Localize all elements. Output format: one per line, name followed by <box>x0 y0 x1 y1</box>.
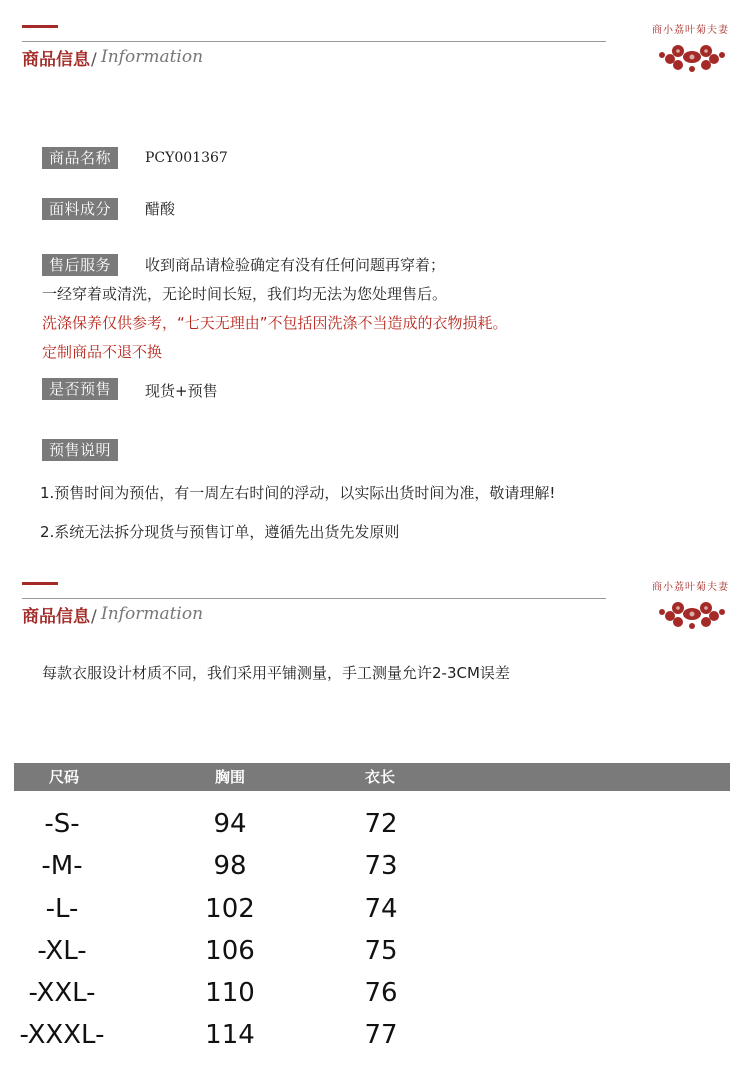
table-row <box>0 1014 750 1056</box>
presale-note-1: 1.预售时间为预估，有一周左右时间的浮动，以实际出货时间为准，敬请理解! <box>40 484 556 502</box>
table-row <box>0 888 750 930</box>
size-cell: -M- <box>41 851 83 881</box>
fabric-label: 面料成分 <box>42 198 118 220</box>
bust-cell: 102 <box>205 894 255 924</box>
red-flower-knot-icon <box>648 21 740 81</box>
header-size: 尺码 <box>48 768 79 786</box>
bust-cell: 110 <box>205 978 255 1008</box>
section-header-product-info <box>0 25 750 105</box>
size-cell: -XXXL- <box>19 1020 105 1050</box>
size-table-header <box>14 763 730 791</box>
product-name-label: 商品名称 <box>42 147 118 169</box>
fabric-value: 醋酸 <box>145 200 176 218</box>
section-title <box>22 602 98 627</box>
size-cell: -XL- <box>37 936 87 966</box>
presale-note-2: 2.系统无法拆分现货与预售订单，遵循先出货先发原则 <box>40 523 400 541</box>
header-accent-bar <box>22 25 58 28</box>
presale-question-label: 是否预售 <box>42 378 118 400</box>
presale-note-label: 预售说明 <box>42 439 118 461</box>
section-title-en: Information <box>101 604 204 624</box>
section-title-slash: / <box>91 607 97 627</box>
length-cell: 74 <box>364 894 398 924</box>
after-sale-label: 售后服务 <box>42 254 118 276</box>
brand-logo <box>648 578 740 638</box>
size-cell: -S- <box>44 809 80 839</box>
section-title <box>22 45 98 70</box>
length-cell: 75 <box>364 936 398 966</box>
table-row <box>0 845 750 887</box>
table-row <box>0 930 750 972</box>
section-title-cn: 商品信息 <box>22 607 90 627</box>
red-flower-knot-icon <box>648 578 740 638</box>
after-sale-line2: 一经穿着或清洗，无论时间长短，我们均无法为您处理售后。 <box>42 285 448 303</box>
header-bust: 胸围 <box>214 768 245 786</box>
length-cell: 73 <box>364 851 398 881</box>
size-cell: -L- <box>45 894 79 924</box>
section-title-en: Information <box>101 47 204 67</box>
bust-cell: 114 <box>205 1020 255 1050</box>
section-title-cn: 商品信息 <box>22 50 90 70</box>
header-accent-bar <box>22 582 58 585</box>
size-cell: -XXL- <box>28 978 96 1008</box>
wash-warning: 洗涤保养仅供参考，“七天无理由”不包括因洗涤不当造成的衣物损耗。 <box>42 314 508 332</box>
logo-text: 商小荔叶菊夫妻 <box>652 25 729 36</box>
bust-cell: 106 <box>205 936 255 966</box>
header-length: 衣长 <box>364 768 395 786</box>
header-rule <box>22 598 606 599</box>
product-name-value: PCY001367 <box>145 150 228 166</box>
length-cell: 72 <box>364 809 398 839</box>
bust-cell: 94 <box>213 809 247 839</box>
length-cell: 76 <box>364 978 398 1008</box>
table-row <box>0 803 750 845</box>
logo-text: 商小荔叶菊夫妻 <box>652 582 729 593</box>
section-title-slash: / <box>91 50 97 70</box>
section-header-size-info <box>0 582 750 662</box>
custom-no-return: 定制商品不退不换 <box>42 343 163 361</box>
after-sale-line1: 收到商品请检验确定有没有任何问题再穿着； <box>145 256 446 274</box>
length-cell: 77 <box>364 1020 398 1050</box>
presale-question-value: 现货+预售 <box>145 382 218 400</box>
bust-cell: 98 <box>213 851 247 881</box>
measurement-note: 每款衣服设计材质不同，我们采用平铺测量，手工测量允许2-3CM误差 <box>42 664 510 682</box>
header-rule <box>22 41 606 42</box>
table-row <box>0 972 750 1014</box>
brand-logo <box>648 21 740 81</box>
